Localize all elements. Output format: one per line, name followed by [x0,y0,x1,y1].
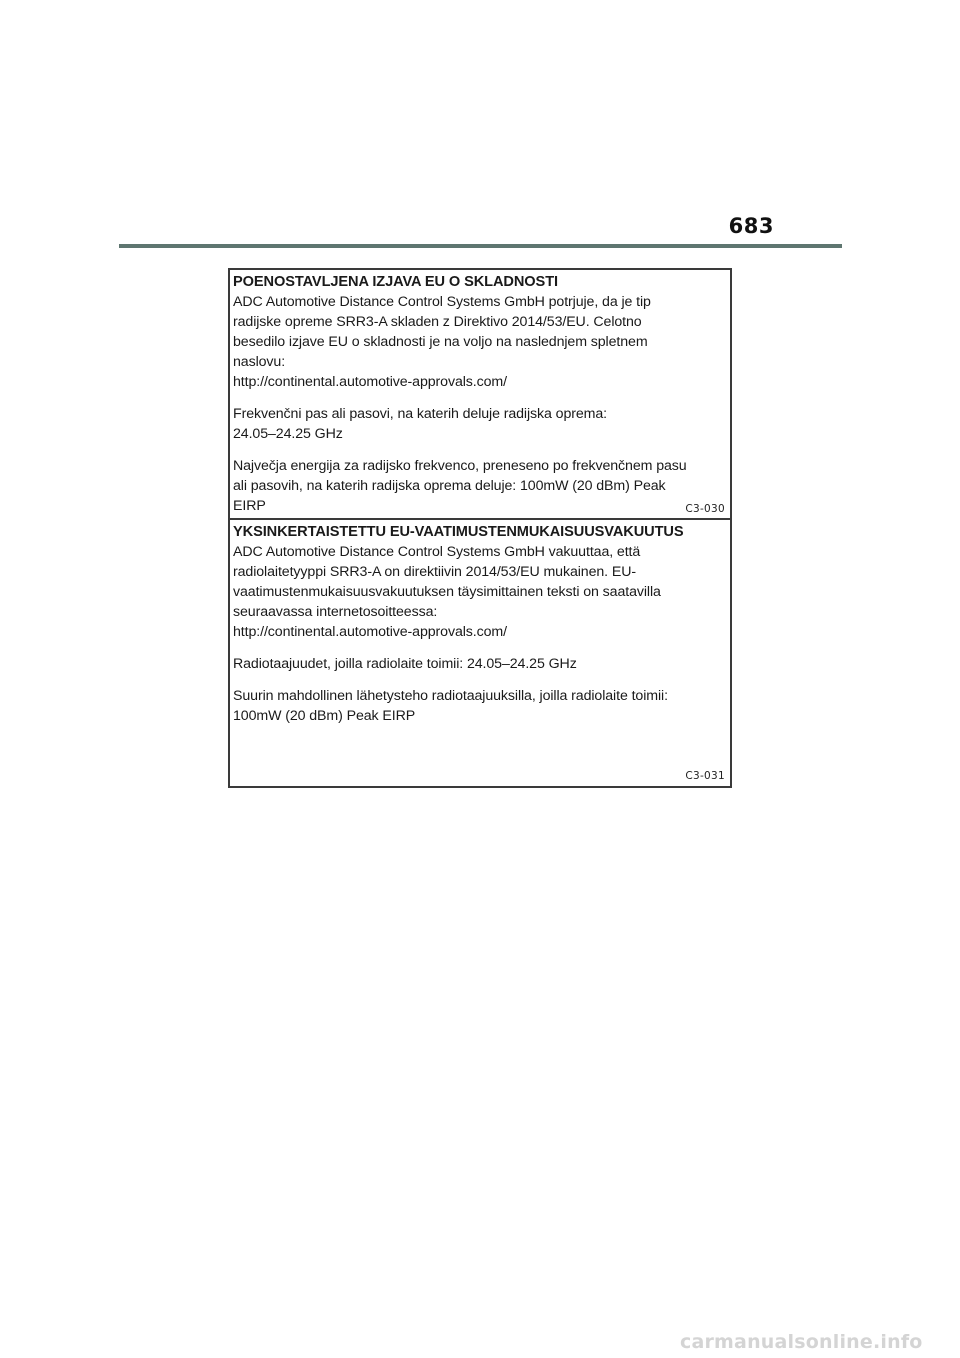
watermark-text: carmanualsonline.info [680,1331,923,1353]
declaration-title: YKSINKERTAISTETTU EU-VAATIMUSTENMUKAISUUSVAKUUTUS [233,524,684,540]
power-paragraph: Suurin mahdollinen lähetysteho radiotaajuuksilla, joilla radiolaite toimii: 100mW (20 dBm) Peak EIRP [233,688,668,724]
declaration-paragraph: ADC Automotive Distance Control Systems GmbH vakuuttaa, että radiolaitetyyppi SRR3-A on direktiivin 2014/53/EU mukainen. EU- vaatimustenmukaisuusvakuutuksen täysimittainen teksti on saatavilla seuraavassa internetosoitteessa: http://continental.automotive-approvals.com/ [233,544,661,640]
declaration-box [228,268,732,788]
power-paragraph: Največja energija za radijsko frekvenco, preneseno po frekvenčnem pasu ali pasovih, na katerih radijska oprema deluje: 100mW (20 dBm) Peak EIRP [233,458,687,514]
frequency-paragraph: Radiotaajuudet, joilla radiolaite toimii: 24.05–24.25 GHz [233,656,577,672]
figure-code: C3-030 [685,503,725,515]
declaration-title: POENOSTAVLJENA IZJAVA EU O SKLADNOSTI [233,274,558,290]
declaration-finnish [230,520,730,786]
declaration-paragraph: ADC Automotive Distance Control Systems GmbH potrjuje, da je tip radijske opreme SRR3-A skladen z Direktivo 2014/53/EU. Celotno besedilo izjave EU o skladnosti je na voljo na naslednjem spletnem naslovu: http://continental.automotive-approvals.com/ [233,294,651,390]
figure-code: C3-031 [685,770,725,782]
frequency-paragraph: Frekvenčni pas ali pasovi, na katerih deluje radijska oprema: 24.05–24.25 GHz [233,406,608,442]
header-rule [119,244,842,248]
page-number: 683 [728,214,774,238]
declaration-slovenian [230,270,730,520]
